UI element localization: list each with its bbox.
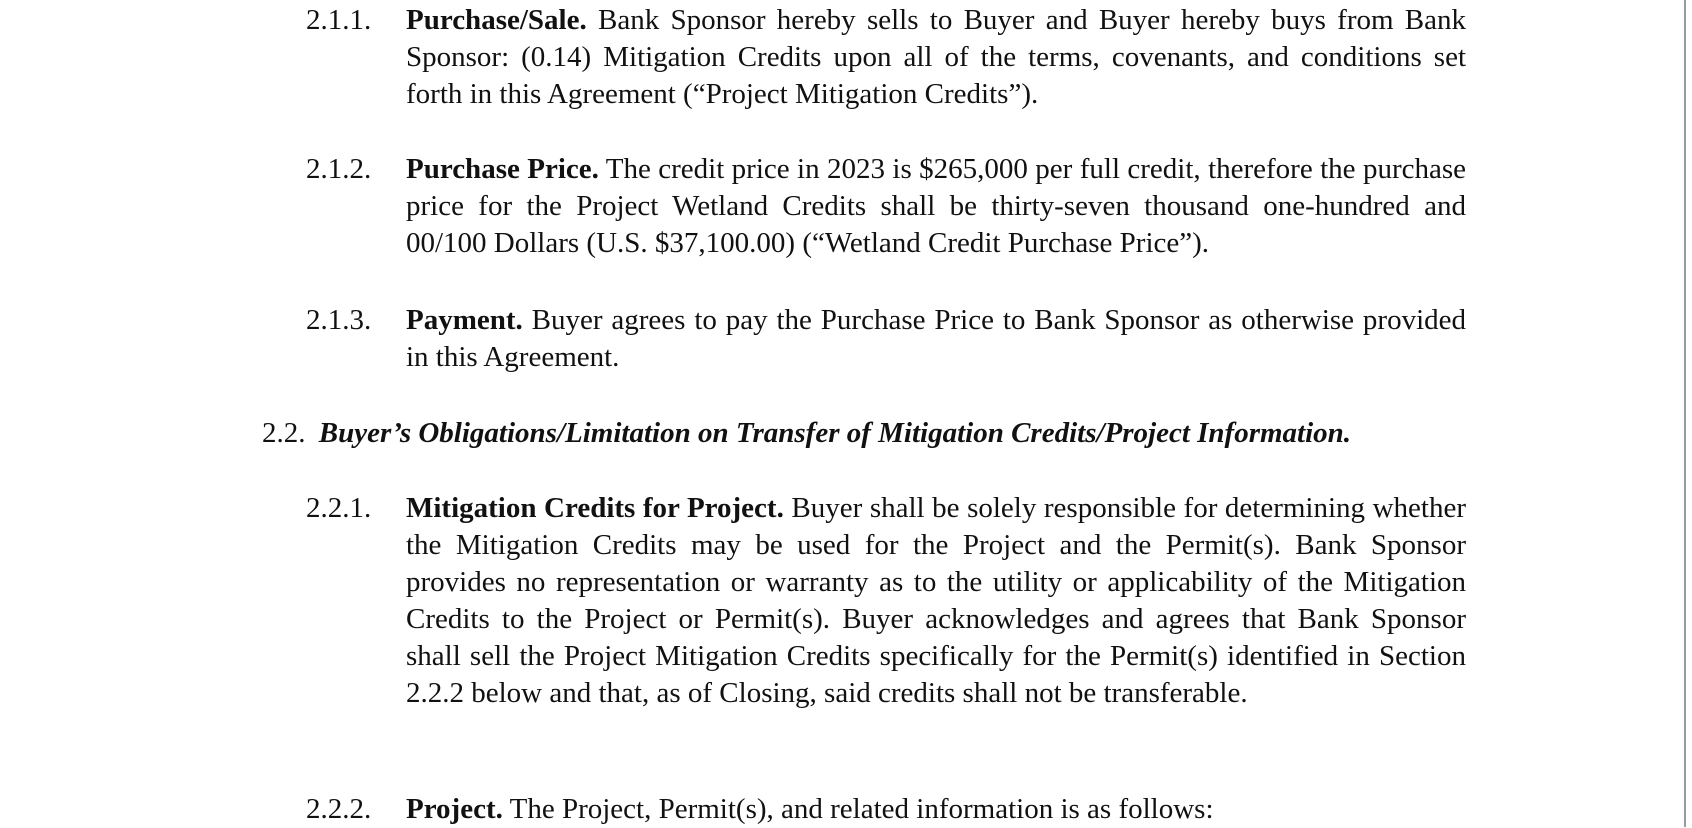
clause-body <box>406 791 1466 828</box>
clause-number: 2.2.2. <box>306 793 372 825</box>
clause-number: 2.1.1. <box>306 4 372 36</box>
clause-title: Mitigation Credits for Project. <box>406 492 784 524</box>
clause-2-1-3 <box>306 302 1466 376</box>
clause-title: Payment. <box>406 304 523 336</box>
clause-2-2-1 <box>306 490 1466 712</box>
clause-text: The credit price in 2023 is $265,000 per full credit, therefore the purchase price for the Project Wetland Credits shall be thirty-seven thousand one-hundred and 00/100 Dollars (U.S. $37,100.00) (“Wetland Credit Purchase Price”). <box>406 153 1467 259</box>
clause-2-1-1 <box>306 2 1466 113</box>
clause-number: 2.2.1. <box>306 492 372 524</box>
clause-body <box>406 302 1466 376</box>
clause-text: Buyer agrees to pay the Purchase Price to Bank Sponsor as otherwise provided in this Agreement. <box>406 304 1467 373</box>
section-heading <box>262 415 1482 452</box>
clause-number: 2.1.3. <box>306 304 372 336</box>
section-number: 2.2. <box>262 417 306 449</box>
clause-text: Buyer shall be solely responsible for determining whether the Mitigation Credits may be used for the Project and the Permit(s). Bank Sponsor provides no representation or warranty as to the utility or applicability of the Mitigation Credits to the Project or Permit(s). Buyer acknowledges and agrees that Bank Sponsor shall sell the Project Mitigation Credits specifically for the Permit(s) identified in Section 2.2.2 below and that, as of Closing, said credits shall not be transferable. <box>406 492 1467 709</box>
clause-number: 2.1.2. <box>306 153 372 185</box>
clause-2-1-2 <box>306 151 1466 262</box>
clause-text: Bank Sponsor hereby sells to Buyer and Buyer hereby buys from Bank Sponsor: (0.14) Mitigation Credits upon all of the terms, covenants, and conditions set forth in this Agreement (“Project Mitigation Credits”). <box>406 4 1467 110</box>
section-title: Buyer’s Obligations/Limitation on Transfer of Mitigation Credits/Project Information. <box>318 417 1352 449</box>
clause-body <box>406 490 1466 712</box>
clause-2-2-2 <box>306 791 1466 828</box>
clause-title: Project. <box>406 793 503 825</box>
clause-body <box>406 2 1466 113</box>
scan-edge-line <box>1684 0 1686 827</box>
clause-body <box>406 151 1466 262</box>
clause-title: Purchase Price. <box>406 153 599 185</box>
clause-text: The Project, Permit(s), and related information is as follows: <box>509 793 1214 825</box>
clause-title: Purchase/Sale. <box>406 4 587 36</box>
